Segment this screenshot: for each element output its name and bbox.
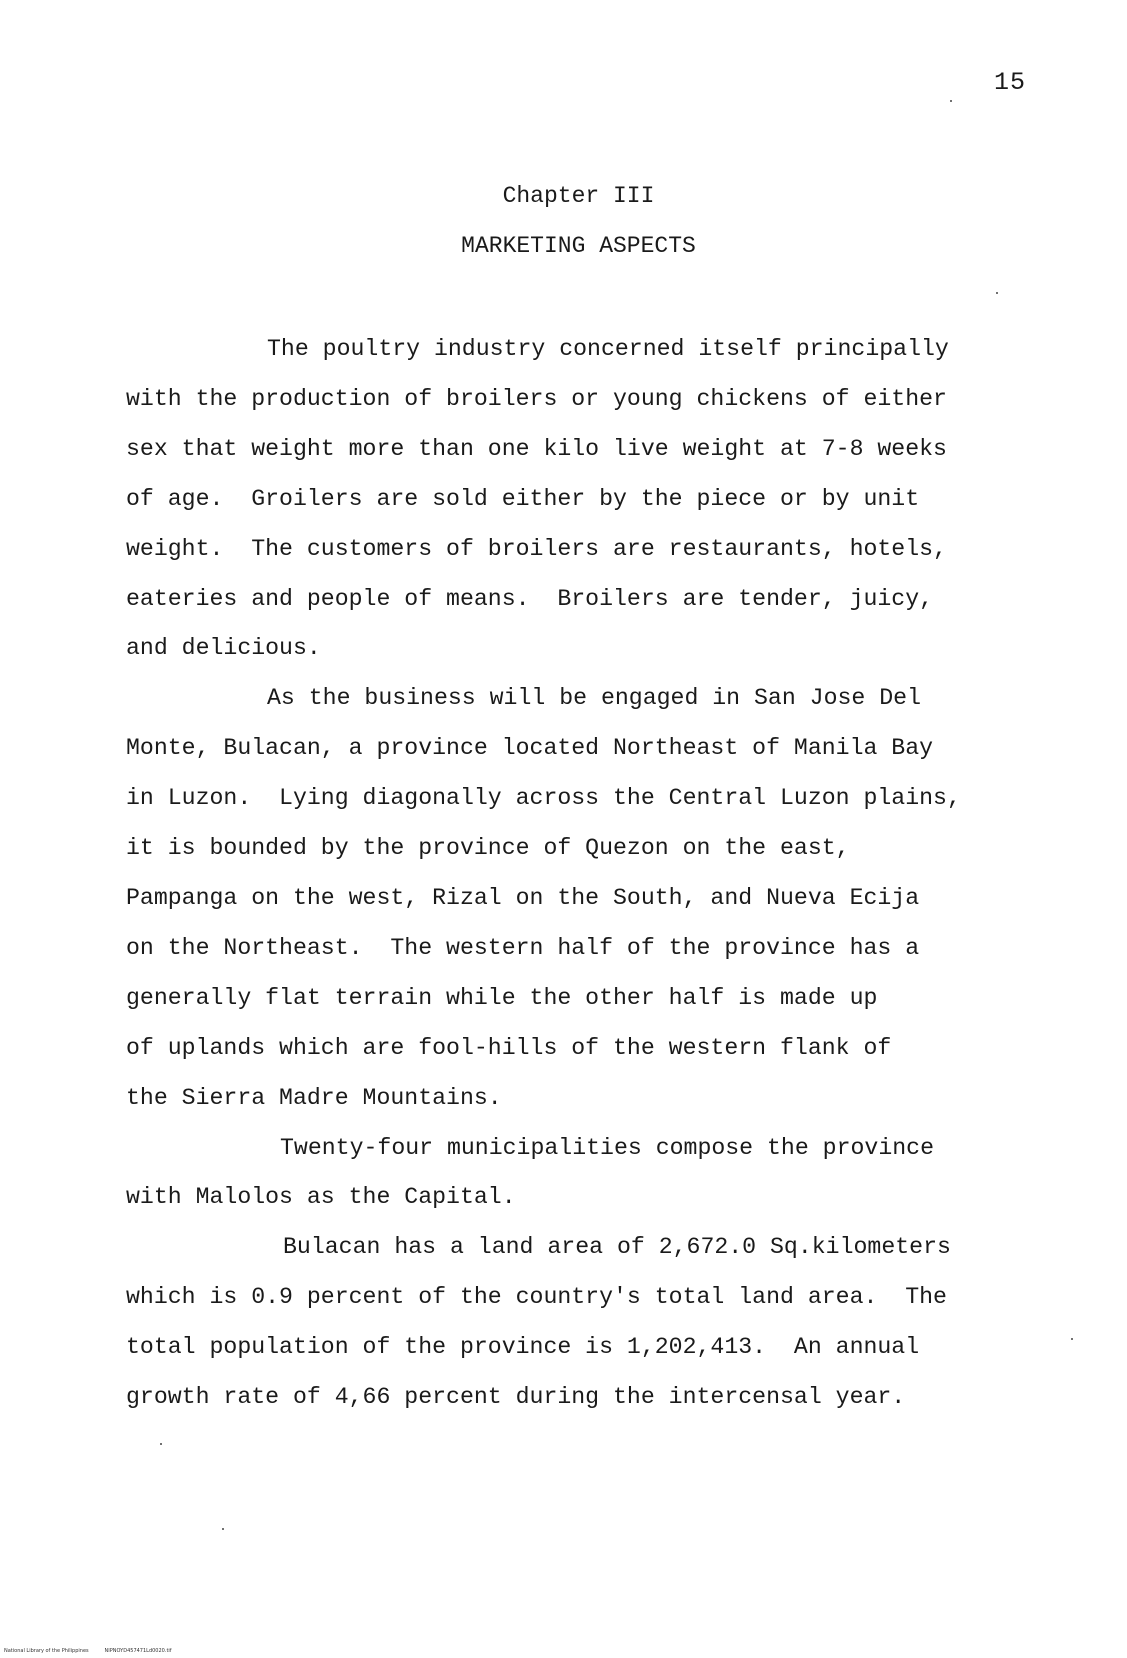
text-line: with the production of broilers or young chickens of either [126,385,947,412]
scan-speck [950,100,952,102]
text-line: Pampanga on the west, Rizal on the South, and Nueva Ecija [126,884,920,911]
text-line: Monte, Bulacan, a province located Northeast of Manila Bay [126,735,934,762]
paragraph [126,325,1026,674]
text-line: Twenty-four municipalities compose the province [280,1134,934,1161]
paragraph [126,1124,1026,1224]
paragraph [126,1223,1026,1423]
text-line: sex that weight more than one kilo live weight at 7-8 weeks [126,435,947,462]
body-text [126,325,1026,1423]
text-line: and delicious. [126,635,321,662]
text-line: the Sierra Madre Mountains. [126,1084,502,1111]
scan-speck [222,1528,224,1530]
scan-footer [4,1648,172,1654]
scan-speck [996,292,998,294]
text-line: which is 0.9 percent of the country's total land area. The [126,1284,947,1311]
text-line: it is bounded by the province of Quezon on the east, [126,835,850,862]
text-line: Bulacan has a land area of 2,672.0 Sq.kilometers [283,1234,951,1261]
text-line: total population of the province is 1,202,413. An annual [126,1334,920,1361]
text-line: weight. The customers of broilers are restaurants, hotels, [126,535,947,562]
text-line: of age. Groilers are sold either by the piece or by unit [126,485,920,512]
footer-library: National Library of the Philippines [4,1648,89,1654]
chapter-heading: Chapter III [502,183,655,209]
text-line: in Luzon. Lying diagonally across the Central Luzon plains, [126,785,961,812]
text-line: generally flat terrain while the other half is made up [126,984,878,1011]
text-line: on the Northeast. The western half of the province has a [126,934,920,961]
chapter-title: MARKETING ASPECTS [461,233,696,259]
text-line: eateries and people of means. Broilers are tender, juicy, [126,585,934,612]
text-line: with Malolos as the Capital. [126,1184,516,1211]
text-line: growth rate of 4,66 percent during the intercensal year. [126,1384,906,1411]
text-line: of uplands which are fool-hills of the western flank of [126,1034,892,1061]
scan-speck [160,1443,162,1445]
text-line: The poultry industry concerned itself principally [267,336,949,362]
text-line: As the business will be engaged in San Jose Del [267,685,921,712]
scan-speck [1071,1338,1073,1340]
paragraph [126,674,1026,1123]
footer-file-id: NIPNOYD457471Ld0020.tif [104,1648,172,1654]
page-number: 15 [994,68,1027,97]
